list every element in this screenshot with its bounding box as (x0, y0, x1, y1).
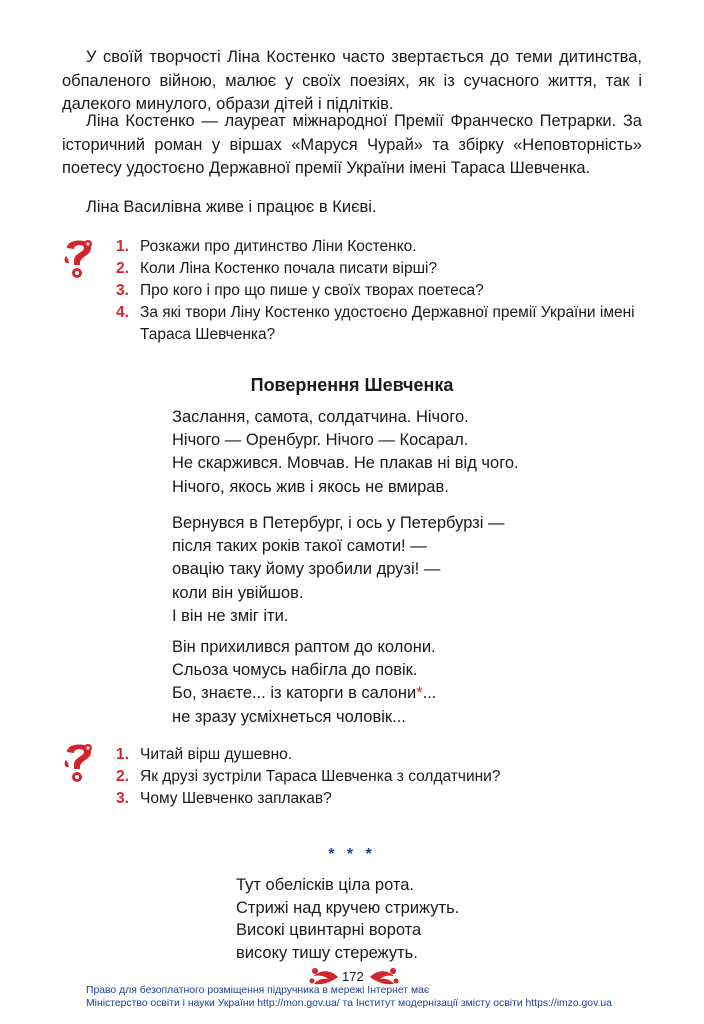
poem-line: Сльоза чомусь набігла до повік. (172, 661, 418, 680)
list-item: 4. За які твори Ліну Костенко удостоєно Державної премії України імені Тараса Шевченка? (116, 304, 635, 343)
footer-line: Міністерство освіти і науки України http://mon.gov.ua/ та Інститут модернізації змісту освіти https://imzo.gov.ua (86, 998, 612, 1009)
section-separator: * * * (328, 846, 376, 863)
intro-paragraph-2: Ліна Костенко — лауреат міжнародної Премії Франческо Петрарки. За історичний роман у віршах «Маруся Чурай» та збірку «Неповторність» поетесу удостоєно Державної премії України імені Тараса Шевченка. (62, 112, 642, 177)
poem-line: Він прихилився раптом до колони. (172, 638, 436, 656)
poem-line: Високі цвинтарні ворота (236, 921, 422, 939)
poem-line: Нічого, якось жив і якось не вмирав. (172, 477, 449, 496)
poem-line: Бо, знаєте... із каторги в салони*... (172, 684, 437, 703)
list-item: 1. Читай вірш душевно. (116, 746, 293, 763)
poem-line: після таких років такої самоти! — (172, 537, 427, 556)
poem-stanza-3 (172, 636, 436, 729)
page-number: 172 (342, 969, 364, 984)
questions-list-1 (116, 236, 646, 346)
poem2-stanza (236, 874, 459, 964)
poem-line: Не скаржився. Мовчав. Не плакав ні від чого. (172, 454, 519, 473)
question-mark-flower-icon (62, 740, 96, 784)
intro-paragraph-1: У своїй творчості Ліна Костенко часто звертається до теми дитинства, обпаленого війною, малює у своїх поезіях, як із сучасного життя, так і далекого минулого, образи дітей і підлітків. (62, 48, 642, 113)
poem-line: овацію таку йому зробили друзі! — (172, 560, 441, 579)
poem-line: Заслання, самота, солдатчина. Нічого. (172, 408, 469, 426)
poem-title: Повернення Шевченка (250, 375, 454, 395)
list-item: 3. Чому Шевченко заплакав? (116, 790, 332, 807)
poem-line: не зразу усміхнеться чоловік... (172, 707, 406, 726)
list-item: 2. Як друзі зустріли Тараса Шевченка з солдатчини? (116, 768, 501, 785)
poem-line: Тут обелісків ціла рота. (236, 876, 415, 894)
poem-line: Стрижі над кручею стрижуть. (236, 898, 460, 917)
footnote-mark: * (416, 684, 423, 703)
poem-line: коли він увійшов. (172, 583, 304, 602)
poem-line: І він не зміг іти. (172, 606, 289, 625)
questions-list-2 (116, 744, 646, 810)
list-item: 3. Про кого і про що пише у своїх творах поетеса? (116, 282, 484, 299)
poem-stanza-1 (172, 406, 519, 499)
question-mark-flower-icon (62, 236, 96, 280)
poem-line: високу тишу стережуть. (236, 943, 418, 962)
copyright-footer (86, 984, 666, 1010)
intro-paragraph-3: Ліна Василівна живе і працює в Києві. (86, 198, 377, 216)
poem-stanza-2 (172, 512, 505, 628)
poem-line: Вернувся в Петербург, і ось у Петербурзі — (172, 514, 505, 532)
footer-line: Право для безоплатного розміщення підручника в мережі Інтернет має (86, 985, 430, 996)
list-item: 1. Розкажи про дитинство Ліни Костенко. (116, 238, 417, 255)
poem-line: Нічого — Оренбург. Нічого — Косарал. (172, 431, 469, 450)
list-item: 2. Коли Ліна Костенко почала писати вірші? (116, 260, 438, 277)
